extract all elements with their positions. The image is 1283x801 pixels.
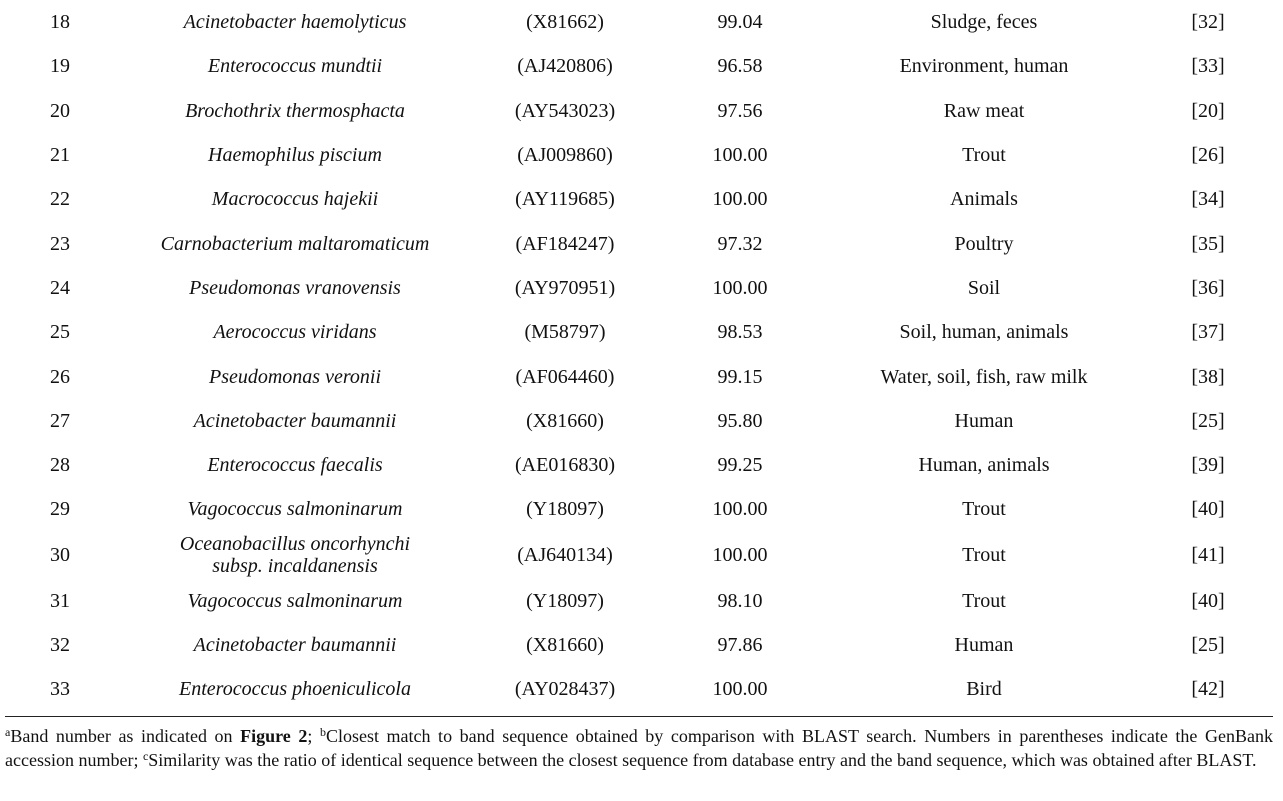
- source-cell: Soil, human, animals: [899, 321, 1069, 344]
- table-row: [5, 266, 1273, 310]
- band-number-cell: 26: [50, 365, 70, 388]
- species-cell: Carnobacterium maltaromaticum: [160, 232, 430, 255]
- similarity-cell: 96.58: [717, 55, 763, 78]
- accession-cell: (AJ420806): [517, 55, 613, 78]
- table-row: [5, 44, 1273, 88]
- source-cell: Soil: [967, 276, 1001, 299]
- results-table: [5, 0, 1273, 711]
- reference-cell[interactable]: [36]: [1191, 276, 1225, 299]
- reference-cell[interactable]: [33]: [1191, 55, 1225, 78]
- table-row: [5, 487, 1273, 531]
- species-cell: Aerococcus viridans: [213, 321, 377, 344]
- accession-cell: (AY970951): [514, 276, 616, 299]
- reference-cell[interactable]: [38]: [1191, 365, 1225, 388]
- band-number-cell: 20: [50, 99, 70, 122]
- accession-cell: (AF064460): [515, 365, 615, 388]
- source-cell: Bird: [966, 678, 1002, 701]
- species-cell: Vagococcus salmoninarum: [187, 589, 403, 612]
- band-number-cell: 22: [50, 188, 70, 211]
- reference-cell[interactable]: [42]: [1191, 678, 1225, 701]
- results-table-grid: [5, 0, 1273, 711]
- accession-cell: (Y18097): [526, 498, 604, 521]
- source-cell: Human: [954, 634, 1014, 656]
- accession-cell: (AJ640134): [517, 544, 613, 567]
- source-cell: Human: [954, 409, 1014, 432]
- band-number-cell: 21: [50, 144, 70, 167]
- band-number-cell: 31: [50, 589, 70, 612]
- reference-cell[interactable]: [39]: [1191, 454, 1225, 477]
- similarity-cell: 97.86: [717, 634, 763, 656]
- accession-cell: (X81660): [526, 634, 604, 656]
- footnote-figure-ref[interactable]: Figure 2: [240, 726, 308, 746]
- reference-cell[interactable]: [40]: [1191, 498, 1225, 521]
- reference-cell[interactable]: [40]: [1191, 589, 1225, 612]
- band-number-cell: 33: [50, 678, 70, 701]
- similarity-cell: 100.00: [712, 144, 768, 167]
- species-cell: Pseudomonas vranovensis: [189, 276, 401, 299]
- source-cell: Trout: [962, 498, 1006, 521]
- similarity-cell: 100.00: [712, 276, 768, 299]
- footnote-mark-a: a: [5, 725, 11, 739]
- table-row: [5, 579, 1273, 623]
- footnote-text-a-after: ;: [307, 726, 320, 746]
- similarity-cell: 99.15: [717, 365, 763, 388]
- band-number-cell: 28: [50, 454, 70, 477]
- source-cell: Environment, human: [899, 55, 1069, 78]
- footnote-mark-c: c: [142, 749, 149, 763]
- source-cell: Animals: [950, 188, 1018, 211]
- accession-cell: (X81662): [526, 11, 604, 34]
- source-cell: Poultry: [954, 232, 1014, 255]
- table-row: [5, 89, 1273, 133]
- source-cell: Human, animals: [918, 454, 1050, 477]
- table-row: [5, 667, 1273, 711]
- accession-cell: (Y18097): [526, 589, 604, 612]
- similarity-cell: 97.32: [717, 232, 763, 255]
- table-row: [5, 0, 1273, 44]
- source-cell: Trout: [962, 144, 1006, 167]
- reference-cell[interactable]: [41]: [1191, 544, 1225, 567]
- accession-cell: (AF184247): [515, 232, 615, 255]
- source-cell: Sludge, feces: [930, 11, 1038, 34]
- reference-cell[interactable]: [25]: [1191, 634, 1225, 656]
- footnote-text-c: Similarity was the ratio of identical sequence between the closest sequence from database entry and the band sequence, which was obtained after BLAST.: [148, 750, 1257, 770]
- accession-cell: (AE016830): [515, 454, 615, 477]
- band-number-cell: 18: [50, 11, 70, 34]
- source-cell: Trout: [962, 544, 1006, 567]
- table-body: [5, 0, 1273, 711]
- table-row: [5, 221, 1273, 265]
- species-cell: Enterococcus mundtii: [207, 55, 383, 78]
- similarity-cell: 99.25: [717, 454, 763, 477]
- band-number-cell: 27: [50, 409, 70, 432]
- reference-cell[interactable]: [26]: [1191, 144, 1225, 167]
- footnote-text-b: Closest match to band sequence obtained by comparison with BLAST search. Numbers in parentheses indicate the GenBank accession number;: [5, 726, 1273, 770]
- species-cell: Acinetobacter baumannii: [193, 409, 397, 432]
- footnote-mark-b: b: [319, 725, 326, 739]
- accession-cell: (M58797): [524, 321, 606, 344]
- accession-cell: (AJ009860): [517, 144, 613, 167]
- accession-cell: (X81660): [526, 409, 604, 432]
- species-cell: Vagococcus salmoninarum: [187, 498, 403, 521]
- reference-cell[interactable]: [35]: [1191, 232, 1225, 255]
- species-cell: Haemophilus piscium: [208, 144, 382, 167]
- similarity-cell: 100.00: [712, 544, 768, 567]
- source-cell: Water, soil, fish, raw milk: [880, 365, 1088, 388]
- table-footnote: [5, 724, 1273, 772]
- table-row: [5, 177, 1273, 221]
- table-row: [5, 623, 1273, 667]
- reference-cell[interactable]: [25]: [1191, 409, 1225, 432]
- reference-cell[interactable]: [34]: [1191, 188, 1225, 211]
- similarity-cell: 99.04: [717, 11, 763, 34]
- similarity-cell: 98.53: [717, 321, 763, 344]
- similarity-cell: 95.80: [717, 409, 763, 432]
- species-cell: Enterococcus phoeniculicola: [179, 678, 411, 701]
- species-cell: Acinetobacter haemolyticus: [183, 11, 407, 34]
- band-number-cell: 23: [50, 232, 70, 255]
- band-number-cell: 32: [50, 634, 70, 656]
- table-row: [5, 532, 1273, 579]
- species-cell: Pseudomonas veronii: [208, 365, 381, 388]
- reference-cell[interactable]: [20]: [1191, 99, 1225, 122]
- band-number-cell: 29: [50, 498, 70, 521]
- table-row: [5, 354, 1273, 398]
- accession-cell: (AY028437): [514, 678, 616, 701]
- band-number-cell: 25: [50, 321, 70, 344]
- species-cell: [115, 532, 475, 579]
- species-name-line1: Oceanobacillus oncorhynchi: [179, 533, 411, 556]
- similarity-cell: 100.00: [712, 678, 768, 701]
- accession-cell: (AY119685): [515, 188, 615, 211]
- similarity-cell: 100.00: [712, 498, 768, 521]
- similarity-cell: 100.00: [712, 188, 768, 211]
- similarity-cell: 98.10: [717, 589, 763, 612]
- species-cell: Macrococcus hajekii: [211, 188, 379, 211]
- species-cell: Acinetobacter baumannii: [193, 634, 397, 656]
- source-cell: Trout: [962, 589, 1006, 612]
- table-row: [5, 310, 1273, 354]
- band-number-cell: 24: [50, 276, 70, 299]
- footnote-text-a-before: Band number as indicated on: [10, 726, 241, 746]
- table-row: [5, 399, 1273, 443]
- source-cell: Raw meat: [943, 99, 1025, 122]
- species-cell: Brochothrix thermosphacta: [185, 99, 405, 122]
- similarity-cell: 97.56: [717, 99, 763, 122]
- reference-cell[interactable]: [37]: [1191, 321, 1225, 344]
- table-row: [5, 443, 1273, 487]
- species-name-line2: subsp. incaldanensis: [212, 555, 378, 578]
- band-number-cell: 19: [50, 55, 70, 78]
- table-row: [5, 133, 1273, 177]
- species-cell: Enterococcus faecalis: [207, 454, 383, 477]
- table-bottom-rule: [5, 716, 1273, 717]
- accession-cell: (AY543023): [514, 99, 616, 122]
- reference-cell[interactable]: [32]: [1191, 11, 1225, 34]
- band-number-cell: 30: [50, 544, 70, 567]
